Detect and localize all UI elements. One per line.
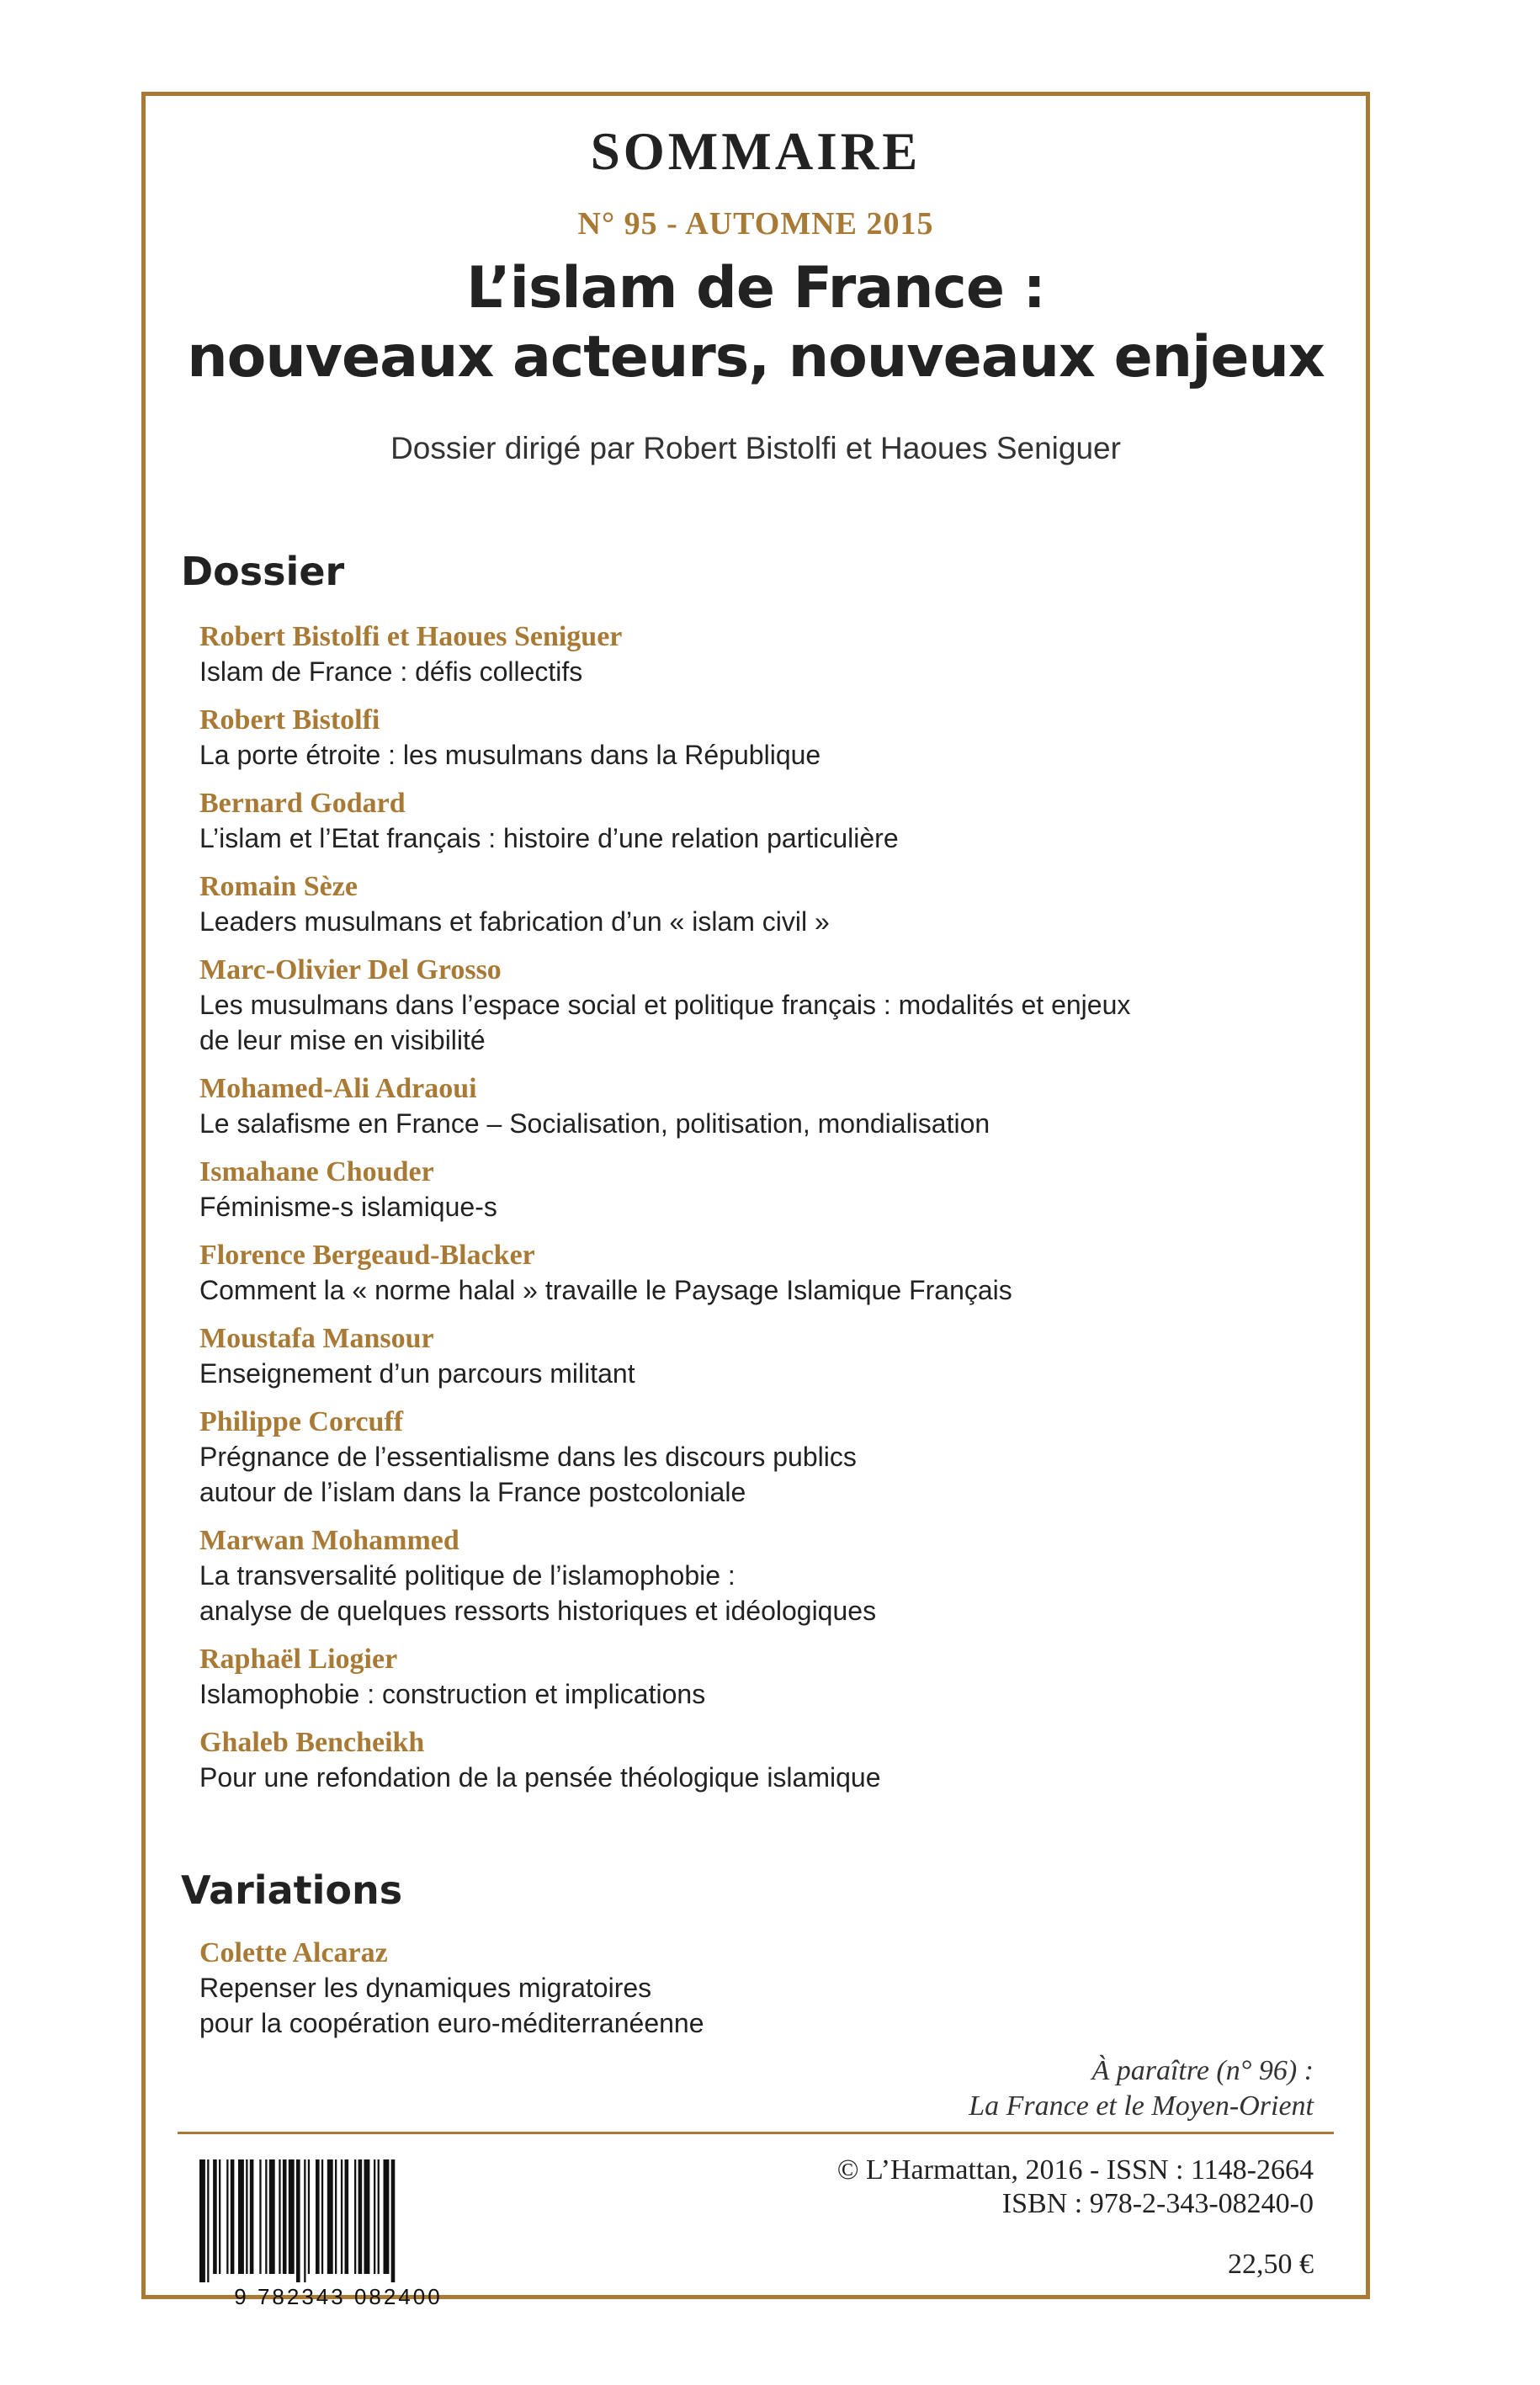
barcode-bar [384,2159,390,2274]
entry-author: Philippe Corcuff [199,1406,404,1437]
page-title: SOMMAIRE [590,122,921,181]
barcode-bar [238,2159,244,2274]
toc-entry [199,1321,1332,1391]
entry-title-line: Comment la « norme halal » travaille le Paysage Islamique Français [199,1275,1012,1305]
toc-entry [199,1936,1332,2041]
toc-entry [199,619,1332,689]
barcode-bar [321,2159,323,2274]
toc-entry [199,786,1332,856]
entry-title-line: L’islam et l’Etat français : histoire d’une relation particulière [199,823,899,853]
headline-line-2: nouveaux acteurs, nouveaux enjeux [187,324,1325,390]
barcode-bar [364,2159,370,2274]
barcode-bar [391,2159,396,2282]
barcode-bar [374,2159,375,2274]
entry-title-line: Prégnance de l’essentialisme dans les discours publics [199,1442,857,1472]
entry-title-line: Islam de France : défis collectifs [199,656,583,687]
toc-entry [199,869,1332,939]
variations-entries [199,1936,1332,2054]
toc-entry [199,1071,1332,1141]
barcode-bar [199,2159,205,2282]
isbn: ISBN : 978-2-343-08240-0 [1001,2188,1314,2219]
entry-author: Robert Bistolfi et Haoues Seniguer [199,621,623,652]
toc-entry [199,1725,1332,1795]
upcoming-label: À paraître (n° 96) : [1091,2055,1314,2086]
entry-author: Florence Bergeaud-Blacker [199,1240,535,1271]
barcode-bar [213,2159,217,2274]
barcode-bar [358,2159,363,2274]
entry-title-line: Le salafisme en France – Socialisation, politisation, mondialisation [199,1108,990,1139]
entry-author: Robert Bistolfi [199,704,380,736]
entry-title-line: La porte étroite : les musulmans dans la République [199,740,821,770]
headline-line-1: L’islam de France : [466,255,1045,321]
section-heading-variations: Variations [181,1867,403,1913]
toc-entry [199,1238,1332,1308]
publication-info [837,2154,1314,2221]
entry-author: Romain Sèze [199,871,358,902]
barcode-bar [341,2159,343,2274]
upcoming-title: La France et le Moyen-Orient [969,2090,1314,2122]
barcode-bars [194,2159,482,2282]
barcode-bar [269,2159,275,2274]
toc-entry [199,1523,1332,1628]
barcode-bar [207,2159,209,2282]
toc-entry [199,703,1332,773]
barcode-bar [226,2159,228,2274]
entry-title-line: Islamophobie : construction et implications [199,1679,706,1709]
entry-title-line: Enseignement d’un parcours militant [199,1358,635,1389]
barcode-bar [219,2159,220,2274]
entry-title-line: La transversalité politique de l’islamophobie : [199,1560,735,1591]
issue-number: N° 95 - AUTOMNE 2015 [577,206,934,242]
barcode-bar [378,2159,380,2274]
entry-author: Raphaël Liogier [199,1644,398,1675]
barcode-bar [345,2159,349,2274]
entry-title-line: pour la coopération euro-méditerranéenne [199,2008,704,2038]
entry-title-line: Féminisme-s islamique-s [199,1192,497,1222]
barcode-bar [296,2159,300,2282]
barcode-bar [308,2159,310,2274]
entry-title-line: Les musulmans dans l’espace social et politique français : modalités et enjeux [199,990,1131,1020]
footer-divider [178,2132,1334,2134]
barcode-bar [335,2159,337,2274]
barcode-number: 9 782343 082400 [234,2284,443,2309]
barcode [194,2159,482,2282]
entry-author: Mohamed-Ali Adraoui [199,1073,477,1104]
barcode-bar [231,2159,235,2274]
dossier-director: Dossier dirigé par Robert Bistolfi et Haoues Seniguer [390,431,1121,465]
barcode-bar [304,2159,305,2282]
price: 22,50 € [1228,2249,1314,2280]
entry-author: Ghaleb Bencheikh [199,1727,425,1758]
barcode-bar [265,2159,267,2274]
entry-author: Marwan Mohammed [199,1525,459,1556]
barcode-bar [246,2159,247,2274]
entry-author: Colette Alcaraz [199,1937,388,1968]
entry-title-line: Pour une refondation de la pensée théologique islamique [199,1762,881,1793]
toc-entry [199,953,1332,1058]
entry-author: Ismahane Chouder [199,1156,434,1187]
cover-frame [141,92,1370,2309]
entry-title-line: de leur mise en visibilité [199,1025,486,1055]
barcode-bar [327,2159,333,2274]
barcode-bar [283,2159,287,2274]
entry-title-line: autour de l’islam dans la France postcoloniale [199,1477,746,1507]
section-heading-dossier: Dossier [181,549,345,594]
issue-headline [146,254,1366,392]
entry-title-line: analyse de quelques ressorts historiques et idéologiques [199,1596,877,1626]
barcode-bar [259,2159,261,2274]
copyright-issn: © L’Harmattan, 2016 - ISSN : 1148-2664 [836,2154,1314,2186]
toc-entry [199,1155,1332,1224]
dossier-entries [199,619,1332,1809]
barcode-bar [316,2159,320,2274]
barcode-bar [250,2159,254,2274]
barcode-bar [354,2159,356,2274]
entry-author: Moustafa Mansour [199,1323,434,1354]
toc-entry [199,1642,1332,1712]
barcode-bar [279,2159,280,2274]
upcoming-issue [969,2053,1314,2124]
entry-author: Marc-Olivier Del Grosso [199,954,502,985]
barcode-bar [289,2159,295,2274]
entry-title-line: Leaders musulmans et fabrication d’un « islam civil » [199,906,830,937]
entry-author: Bernard Godard [199,788,406,819]
entry-title-line: Repenser les dynamiques migratoires [199,1973,652,2003]
toc-entry [199,1405,1332,1510]
